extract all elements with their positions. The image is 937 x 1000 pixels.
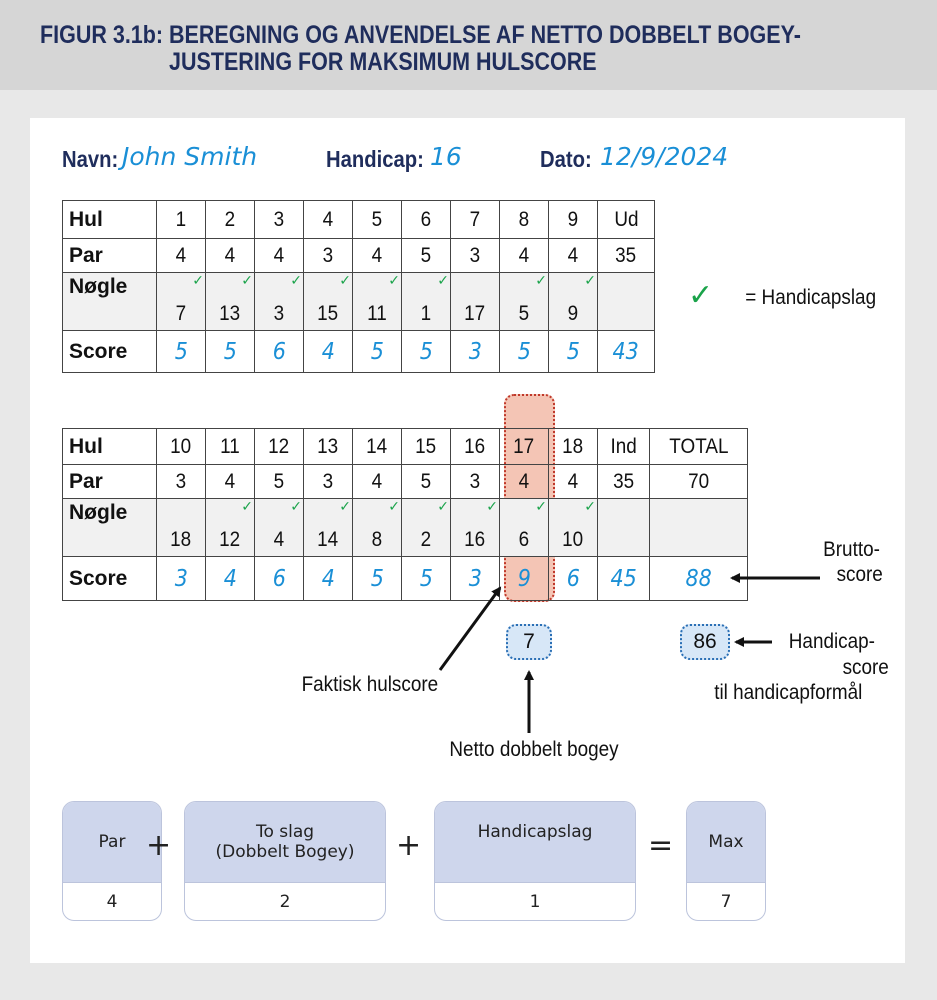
handicap-score-label-line1: Handicap- bbox=[788, 630, 875, 653]
front-hole-value: 4 bbox=[322, 207, 334, 231]
front-hole-value: 8 bbox=[518, 207, 530, 231]
handicap-stroke-check-icon: ✓ bbox=[241, 272, 253, 288]
back-hole-value: Ind bbox=[610, 434, 637, 458]
front-key-value: 1 bbox=[420, 302, 432, 325]
date-value: 12/9/2024 bbox=[600, 142, 729, 171]
formula-box-handicap-strokes bbox=[434, 801, 636, 921]
back-score-value: 9 bbox=[517, 565, 531, 592]
front-hole-value: 9 bbox=[567, 207, 579, 231]
back-score-value: 6 bbox=[272, 565, 286, 592]
back-par-value: 3 bbox=[175, 469, 187, 493]
front-hole-value: 5 bbox=[371, 207, 383, 231]
front-score-value: 5 bbox=[566, 338, 580, 365]
back-hole-value: 14 bbox=[366, 434, 388, 458]
formula-box-double-bogey-label2: (Dobbelt Bogey) bbox=[215, 842, 355, 862]
back-score-value: 5 bbox=[419, 565, 433, 592]
handicap-score-label-line2: score bbox=[842, 656, 889, 679]
back-key-value: 6 bbox=[518, 528, 530, 551]
front-score-value: 5 bbox=[419, 338, 433, 365]
front-par-value: 4 bbox=[567, 243, 579, 267]
handicap-stroke-check-icon: ✓ bbox=[584, 272, 596, 288]
handicap-stroke-check-icon: ✓ bbox=[535, 498, 547, 514]
actual-score-label: Faktisk hulscore bbox=[301, 673, 439, 696]
front-score-value: 6 bbox=[272, 338, 286, 365]
handicap-stroke-check-icon: ✓ bbox=[437, 498, 449, 514]
handicap-stroke-check-icon: ✓ bbox=[437, 272, 449, 288]
equals-operator: = bbox=[648, 828, 674, 863]
formula-box-max bbox=[686, 801, 766, 921]
back-par-value: 5 bbox=[273, 469, 285, 493]
handicap-stroke-check-icon: ✓ bbox=[290, 498, 302, 514]
handicap-stroke-tick-icon: ✓ bbox=[688, 279, 714, 312]
handicap-stroke-check-icon: ✓ bbox=[241, 498, 253, 514]
formula-box-handicap-strokes-label: Handicapslag bbox=[435, 802, 635, 882]
front-hole-value: 2 bbox=[224, 207, 236, 231]
back-par-value: 4 bbox=[567, 469, 579, 493]
date-label: Dato: bbox=[540, 146, 592, 172]
back-key-value: 10 bbox=[562, 528, 584, 551]
front-par-value: 4 bbox=[273, 243, 285, 267]
front-key-value: 9 bbox=[567, 302, 579, 325]
back-score-value: 3 bbox=[468, 565, 482, 592]
front-hole-value: Ud bbox=[613, 207, 639, 231]
handicap-label: Handicap: bbox=[326, 146, 424, 172]
back-key-value: 16 bbox=[464, 528, 486, 551]
back-score-value: 4 bbox=[321, 565, 335, 592]
formula-box-double-bogey-label1: To slag bbox=[255, 822, 315, 842]
name-label: Navn: bbox=[62, 146, 119, 172]
front-key-value: 11 bbox=[367, 302, 387, 325]
back-key-value: 4 bbox=[273, 528, 285, 551]
gross-score-label-line2: score bbox=[836, 563, 883, 586]
figure-title-line1: FIGUR 3.1b: BEREGNING OG ANVENDELSE AF NETTO DOBBELT BOGEY- bbox=[40, 21, 801, 49]
back-par-value: 4 bbox=[224, 469, 236, 493]
back-score-value: 6 bbox=[566, 565, 580, 592]
back-hole-value: 16 bbox=[464, 434, 486, 458]
front-par-value: 4 bbox=[371, 243, 383, 267]
back-score-value: 4 bbox=[223, 565, 237, 592]
back-par-value: 5 bbox=[420, 469, 432, 493]
handicap-value: 16 bbox=[430, 142, 462, 171]
handicap-score-pill: 86 bbox=[680, 624, 730, 660]
front-par-value: 4 bbox=[175, 243, 187, 267]
front-key-value: 5 bbox=[518, 302, 530, 325]
figure-title bbox=[40, 21, 801, 76]
formula-box-double-bogey-value: 2 bbox=[185, 882, 385, 920]
front-hole-value: 7 bbox=[469, 207, 481, 231]
front-par-value: 3 bbox=[469, 243, 481, 267]
back-par-value: 3 bbox=[322, 469, 334, 493]
net-double-bogey-pill: 7 bbox=[506, 624, 552, 660]
formula-box-max-value: 7 bbox=[687, 882, 765, 920]
handicap-stroke-check-icon: ✓ bbox=[535, 272, 547, 288]
front-hole-value: 3 bbox=[273, 207, 285, 231]
gross-score-label-line1: Brutto- bbox=[823, 538, 880, 561]
formula-box-max-label: Max bbox=[687, 802, 765, 882]
legend-text: = Handicapslag bbox=[745, 286, 877, 309]
front-key-value: 7 bbox=[175, 302, 187, 325]
back-hole-label: Hul bbox=[63, 429, 157, 465]
back-score-value: 45 bbox=[610, 565, 637, 592]
back-score-label: Score bbox=[63, 557, 157, 601]
back-hole-value: 15 bbox=[415, 434, 437, 458]
back-hole-value: 10 bbox=[170, 434, 192, 458]
back-par-value: 70 bbox=[687, 469, 710, 493]
front-par-value: 35 bbox=[615, 243, 637, 267]
back-score-value: 5 bbox=[370, 565, 384, 592]
back-hole-value: TOTAL bbox=[668, 434, 729, 458]
actual-score-arrow bbox=[440, 588, 500, 670]
back-par-value: 3 bbox=[469, 469, 481, 493]
handicap-stroke-check-icon: ✓ bbox=[388, 498, 400, 514]
back-par-label: Par bbox=[63, 465, 157, 499]
back-key-label: Nøgle bbox=[63, 499, 157, 557]
back-hole-value: 18 bbox=[562, 434, 584, 458]
front-par-value: 4 bbox=[518, 243, 530, 267]
front-par-value: 3 bbox=[322, 243, 334, 267]
front-score-value: 5 bbox=[223, 338, 237, 365]
handicap-stroke-check-icon: ✓ bbox=[192, 272, 204, 288]
front-score-value: 5 bbox=[517, 338, 531, 365]
back-hole-value: 11 bbox=[220, 434, 240, 458]
front-key-value: 17 bbox=[464, 302, 486, 325]
front-par-label: Par bbox=[63, 239, 157, 273]
handicap-stroke-check-icon: ✓ bbox=[290, 272, 302, 288]
name-value: John Smith bbox=[122, 142, 258, 171]
back-score-value: 88 bbox=[685, 565, 712, 592]
front-score-value: 5 bbox=[174, 338, 188, 365]
handicap-stroke-check-icon: ✓ bbox=[339, 498, 351, 514]
front-par-value: 4 bbox=[224, 243, 236, 267]
front-key-label: Nøgle bbox=[63, 273, 157, 331]
figure-title-line2: JUSTERING FOR MAKSIMUM HULSCORE bbox=[169, 48, 597, 76]
handicap-stroke-check-icon: ✓ bbox=[486, 498, 498, 514]
handicap-score-label-line3: til handicapformål bbox=[714, 681, 863, 704]
formula-box-par-value: 4 bbox=[63, 882, 161, 920]
handicap-stroke-check-icon: ✓ bbox=[339, 272, 351, 288]
front-score-value: 4 bbox=[321, 338, 335, 365]
front-score-label: Score bbox=[63, 331, 157, 373]
formula-box-handicap-strokes-value: 1 bbox=[435, 882, 635, 920]
back-par-value: 4 bbox=[518, 469, 530, 493]
back-key-value: 12 bbox=[219, 528, 241, 551]
formula-box-par-label: Par bbox=[63, 802, 161, 882]
front-score-value: 3 bbox=[468, 338, 482, 365]
figure-header bbox=[0, 0, 937, 90]
front-hole-label: Hul bbox=[63, 201, 157, 239]
handicap-stroke-check-icon: ✓ bbox=[584, 498, 596, 514]
front-score-value: 43 bbox=[612, 338, 640, 365]
back-key-value: 14 bbox=[317, 528, 339, 551]
net-double-bogey-label: Netto dobbelt bogey bbox=[449, 738, 619, 761]
front-key-value: 13 bbox=[219, 302, 241, 325]
back-key-value: 18 bbox=[170, 528, 192, 551]
front-par-value: 5 bbox=[420, 243, 432, 267]
handicap-stroke-check-icon: ✓ bbox=[388, 272, 400, 288]
back-hole-value: 12 bbox=[268, 434, 290, 458]
formula-box-double-bogey bbox=[184, 801, 386, 921]
back-hole-value: 13 bbox=[317, 434, 339, 458]
front-hole-value: 6 bbox=[420, 207, 432, 231]
scorecard-panel bbox=[30, 118, 905, 963]
front-key-value: 15 bbox=[317, 302, 339, 325]
back-hole-value: 17 bbox=[513, 434, 535, 458]
back-score-value: 3 bbox=[174, 565, 188, 592]
back-key-value: 2 bbox=[420, 528, 432, 551]
back-par-value: 35 bbox=[612, 469, 635, 493]
plus-operator-1: + bbox=[146, 828, 172, 863]
front-hole-value: 1 bbox=[175, 207, 187, 231]
back-key-value: 8 bbox=[371, 528, 383, 551]
front-key-value: 3 bbox=[273, 302, 285, 325]
plus-operator-2: + bbox=[396, 828, 422, 863]
back-par-value: 4 bbox=[371, 469, 383, 493]
front-score-value: 5 bbox=[370, 338, 384, 365]
